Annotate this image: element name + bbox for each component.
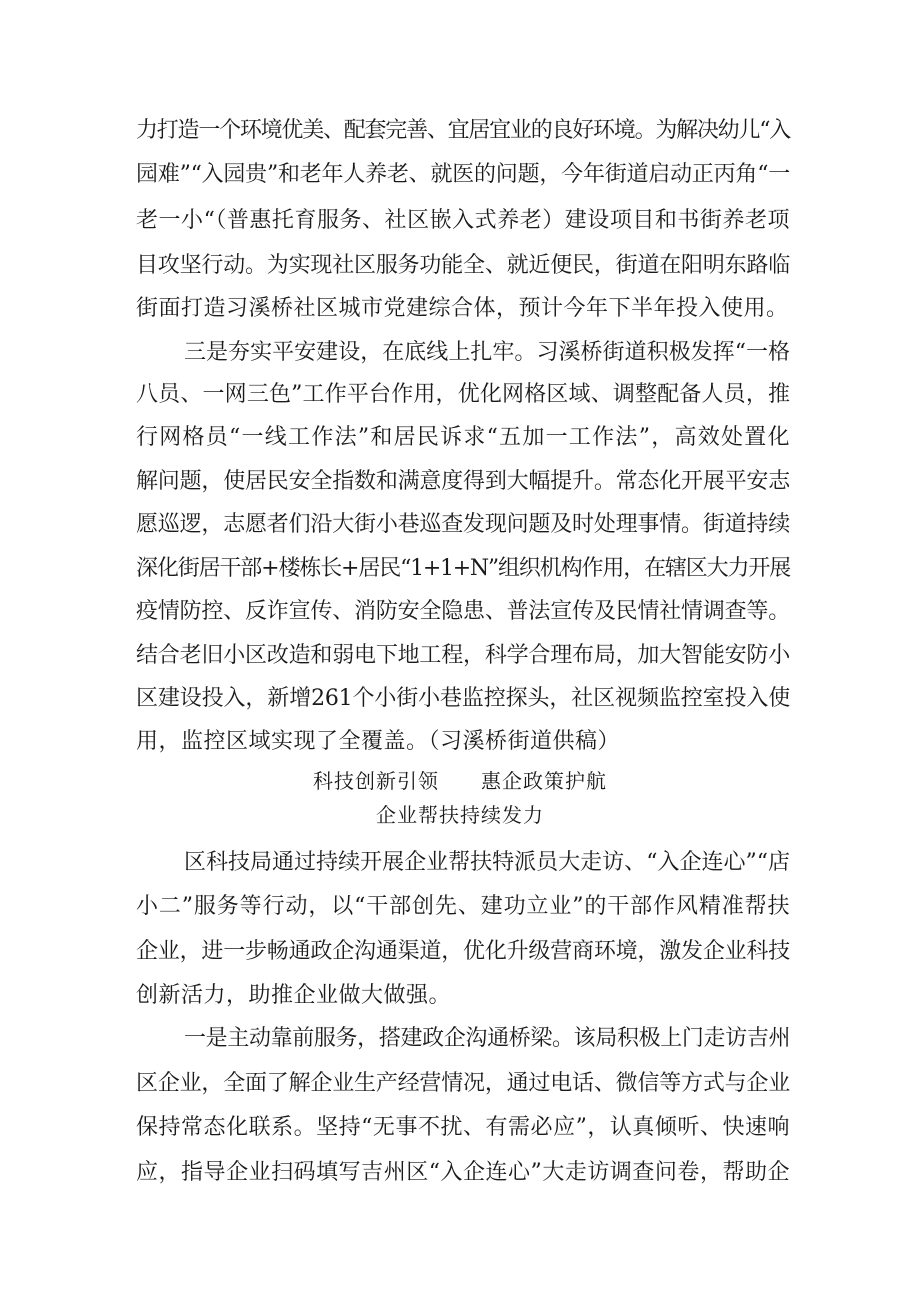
text-line: 老一小“（普惠托育服务、社区嵌入式养老）建设项目和书街养老项 — [136, 208, 790, 233]
text-line: 保持常态化联系。坚持“无事不扰、有需必应”，认真倾听、快速响 — [136, 1115, 790, 1140]
text-line: 结合老旧小区改造和弱电下地工程，科学合理布局，加大智能安防小 — [136, 643, 790, 668]
text-line: 一是主动靠前服务，搭建政企沟通桥梁。该局积极上门走访吉州 — [184, 1026, 790, 1051]
text-line: 应，指导企业扫码填写吉州区“入企连心”大走访调查问卷，帮助企 — [136, 1160, 790, 1185]
text-line: 深化街居干部+楼栋长+居民“1+1+N”组织机构作用，在辖区大力开展 — [136, 556, 790, 581]
text-line: 行网格员“一线工作法”和居民诉求“五加一工作法”，高效处置化 — [136, 425, 790, 450]
text-line: 愿巡逻，志愿者们沿大街小巷巡查发现问题及时处理事情。街道持续 — [136, 512, 790, 537]
text-line: 区建设投入，新增261个小街小巷监控探头，社区视频监控室投入使 — [136, 686, 790, 711]
text-line: 目攻坚行动。为实现社区服务功能全、就近便民，街道在阳明东路临 — [136, 253, 790, 278]
text-line: 三是夯实平安建设，在底线上扎牢。习溪桥街道积极发挥“一格 — [184, 340, 790, 365]
text-line: 创新活力，助推企业做大做强。 — [136, 983, 452, 1008]
text-line: 力打造一个环境优美、配套完善、宜居宜业的良好环境。为解决幼儿“入 — [136, 118, 790, 143]
text-line: 小二”服务等行动，以“干部创先、建功立业”的干部作风精准帮扶 — [136, 894, 790, 919]
text-line: 区企业，全面了解企业生产经营情况，通过电话、微信等方式与企业 — [136, 1071, 790, 1096]
article-title-line1: 科技创新引领 惠企政策护航 — [313, 769, 607, 793]
text-line: 区科技局通过持续开展企业帮扶特派员大走访、“入企连心”“店 — [184, 850, 790, 875]
text-line: 企业，进一步畅通政企沟通渠道，优化升级营商环境，激发企业科技 — [136, 939, 790, 964]
text-line: 八员、一网三色”工作平台作用，优化网格区域、调整配备人员，推 — [136, 382, 790, 407]
text-line: 解问题，使居民安全指数和满意度得到大幅提升。常态化开展平安志 — [136, 469, 790, 494]
text-line: 街面打造习溪桥社区城市党建综合体，预计今年下半年投入使用。 — [136, 296, 789, 321]
text-line: 疫情防控、反诈宣传、消防安全隐患、普法宣传及民情社情调查等。 — [136, 599, 790, 624]
article-title-line2: 企业帮扶持续发力 — [376, 803, 544, 827]
text-line: 用，监控区域实现了全覆盖。（习溪桥街道供稿） — [136, 729, 621, 754]
text-line: 园难”“入园贵”和老年人养老、就医的问题，今年街道启动正丙角“一 — [136, 162, 790, 187]
